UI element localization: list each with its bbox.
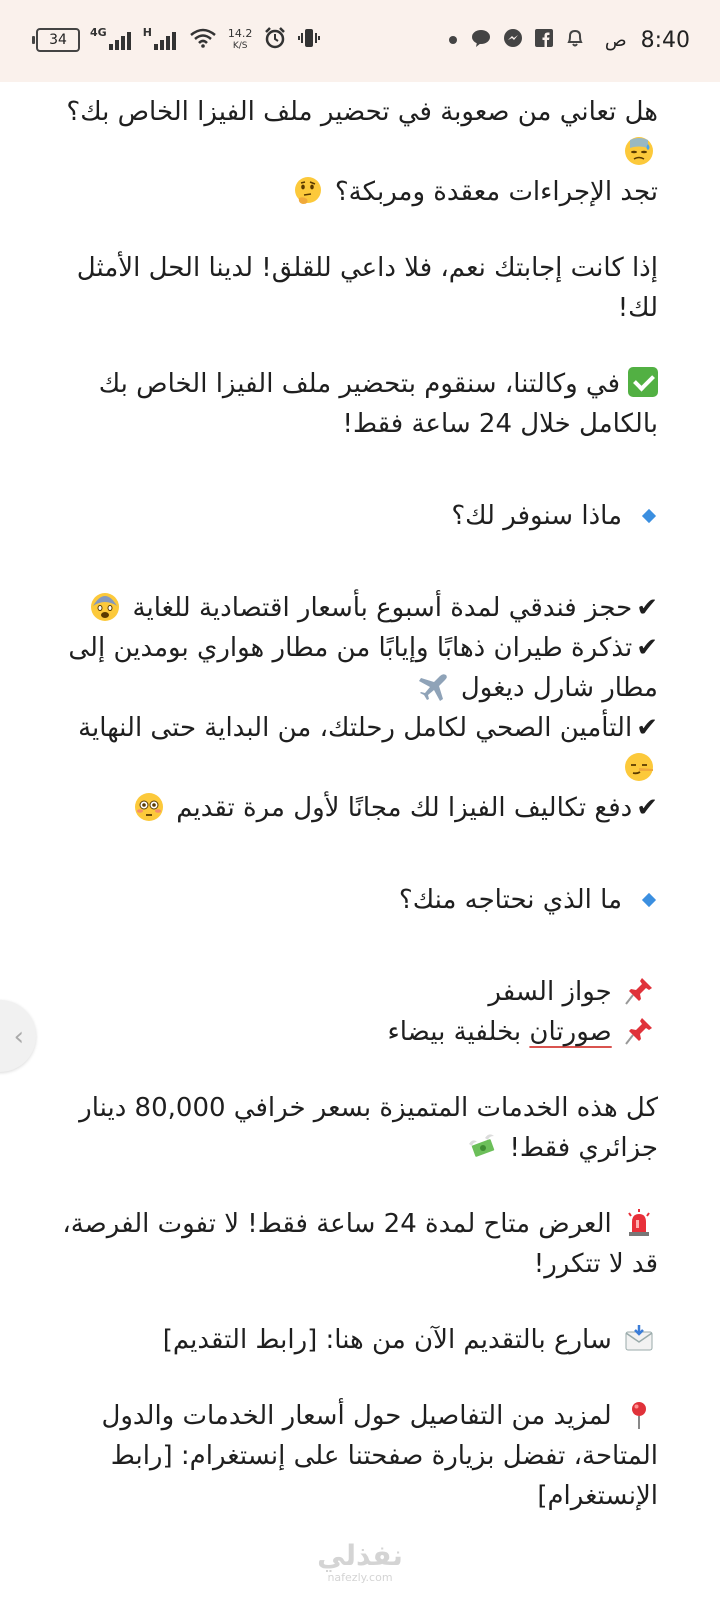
need-item-2	[58, 1012, 658, 1052]
airplane-emoji	[419, 672, 449, 702]
spacer	[58, 536, 658, 588]
offer-line	[58, 1204, 658, 1284]
check-mark-icon: ✔	[636, 633, 658, 663]
post-line-4	[58, 364, 658, 444]
notification-icon	[565, 28, 585, 52]
offer-heading-text: ماذا سنوفر لك؟	[451, 501, 622, 531]
alarm-icon	[264, 27, 286, 53]
post-text: هل تعاني من صعوبة في تحضير ملف الفيزا الخاص بك؟	[66, 97, 658, 127]
inbox-envelope-emoji	[624, 1324, 654, 1354]
spacer	[58, 828, 658, 880]
offer-item-1	[58, 588, 658, 628]
spacer	[58, 328, 658, 364]
spacer	[58, 212, 658, 248]
watermark-arabic: نفذلي	[317, 1539, 403, 1572]
offer-text: العرض متاح لمدة 24 ساعة فقط! لا تفوت الفرصة، قد لا تتكرر!	[62, 1209, 658, 1279]
price-line	[58, 1088, 658, 1168]
status-right	[449, 22, 690, 58]
need-item-1	[58, 972, 658, 1012]
sad-sweat-emoji	[624, 136, 654, 166]
spacer	[58, 1284, 658, 1320]
offer-item-text: حجز فندقي لمدة أسبوع بأسعار اقتصادية للغاية	[132, 593, 633, 623]
offer-heading	[58, 496, 658, 536]
spacer	[58, 920, 658, 972]
price-text: كل هذه الخدمات المتميزة بسعر خرافي 80,000 دينار جزائري فقط!	[79, 1093, 658, 1163]
spacer	[58, 1360, 658, 1396]
network-speed	[228, 28, 253, 52]
offer-item-3	[58, 708, 658, 788]
side-panel-handle[interactable]	[0, 1000, 36, 1072]
post-body	[58, 92, 658, 1516]
spacer	[58, 1052, 658, 1088]
spacer	[58, 1168, 658, 1204]
chat-bubble-icon	[471, 28, 491, 52]
wifi-icon	[190, 28, 216, 52]
offer-item-text: دفع تكاليف الفيزا لك مجانًا لأول مرة تقديم	[176, 793, 633, 823]
apply-line	[58, 1320, 658, 1360]
post-text: في وكالتنا، سنقوم بتحضير ملف الفيزا الخاص بك بالكامل خلال 24 ساعة فقط!	[98, 369, 658, 439]
small-blue-diamond-icon	[642, 509, 656, 523]
am-pm-label: ص	[604, 29, 627, 51]
notification-dot-icon	[449, 36, 457, 44]
need-heading-text: ما الذي نحتاجه منك؟	[398, 885, 622, 915]
offer-item-text: التأمين الصحي لكامل رحلتك، من البداية حتى النهاية	[78, 713, 633, 743]
flushed-emoji	[134, 792, 164, 822]
need-item-text: بخلفية بيضاء	[387, 1017, 522, 1047]
spacer	[58, 444, 658, 496]
post-text: تجد الإجراءات معقدة ومربكة؟	[334, 177, 658, 207]
battery-icon	[36, 28, 80, 52]
more-info-text: لمزيد من التفاصيل حول أسعار الخدمات والدول المتاحة، تفضل بزيارة صفحتنا على إنستغرام: [رابط الإنستغرام]	[101, 1401, 658, 1511]
pushpin-emoji	[624, 976, 654, 1006]
site-watermark	[310, 1540, 410, 1584]
more-info-line	[58, 1396, 658, 1516]
facebook-icon	[535, 29, 553, 51]
signal-icon-2	[154, 30, 178, 50]
money-wings-emoji	[467, 1132, 497, 1162]
offer-item-2	[58, 628, 658, 708]
post-line-1-emoji	[58, 132, 658, 172]
messenger-icon	[503, 28, 523, 52]
network-4g-label: 4G	[90, 25, 107, 39]
pushpin-emoji	[624, 1016, 654, 1046]
offer-item-4	[58, 788, 658, 828]
post-line-3	[58, 248, 658, 328]
small-blue-diamond-icon	[642, 893, 656, 907]
offer-item-text: تذكرة طيران ذهابًا وإيابًا من مطار هواري بومدين إلى مطار شارل ديغول	[68, 633, 658, 703]
round-pushpin-emoji	[624, 1400, 654, 1430]
status-left	[36, 22, 320, 58]
post-text: إذا كانت إجابتك نعم، فلا داعي للقلق! لدينا الحل الأمثل لك!	[76, 253, 658, 323]
check-mark-icon: ✔	[636, 713, 658, 743]
post-line-2	[58, 172, 658, 212]
watermark-latin: nafezly.com	[327, 1571, 393, 1584]
post-line-1	[58, 92, 658, 132]
check-box-emoji	[628, 367, 658, 397]
thinking-emoji	[293, 176, 323, 206]
vibrate-icon	[298, 27, 320, 53]
apply-text: سارع بالتقديم الآن من هنا: [رابط التقديم]	[162, 1325, 612, 1355]
signal-icon	[109, 30, 133, 50]
network-h-label: H	[142, 25, 152, 39]
lying-face-emoji	[624, 752, 654, 782]
check-mark-icon: ✔	[636, 593, 658, 623]
need-item-text: جواز السفر	[488, 977, 612, 1007]
fearful-emoji	[90, 592, 120, 622]
spellcheck-word: صورتان	[529, 1017, 612, 1047]
clock-time: 8:40	[640, 27, 690, 53]
check-mark-icon: ✔	[636, 793, 658, 823]
chevron-icon: ‹	[13, 1022, 24, 1052]
battery-level: 34	[49, 32, 67, 48]
speed-value: 14.2	[227, 27, 253, 40]
need-heading	[58, 880, 658, 920]
status-bar	[0, 0, 720, 82]
speed-unit: K/S	[232, 41, 248, 51]
siren-emoji	[624, 1208, 654, 1238]
